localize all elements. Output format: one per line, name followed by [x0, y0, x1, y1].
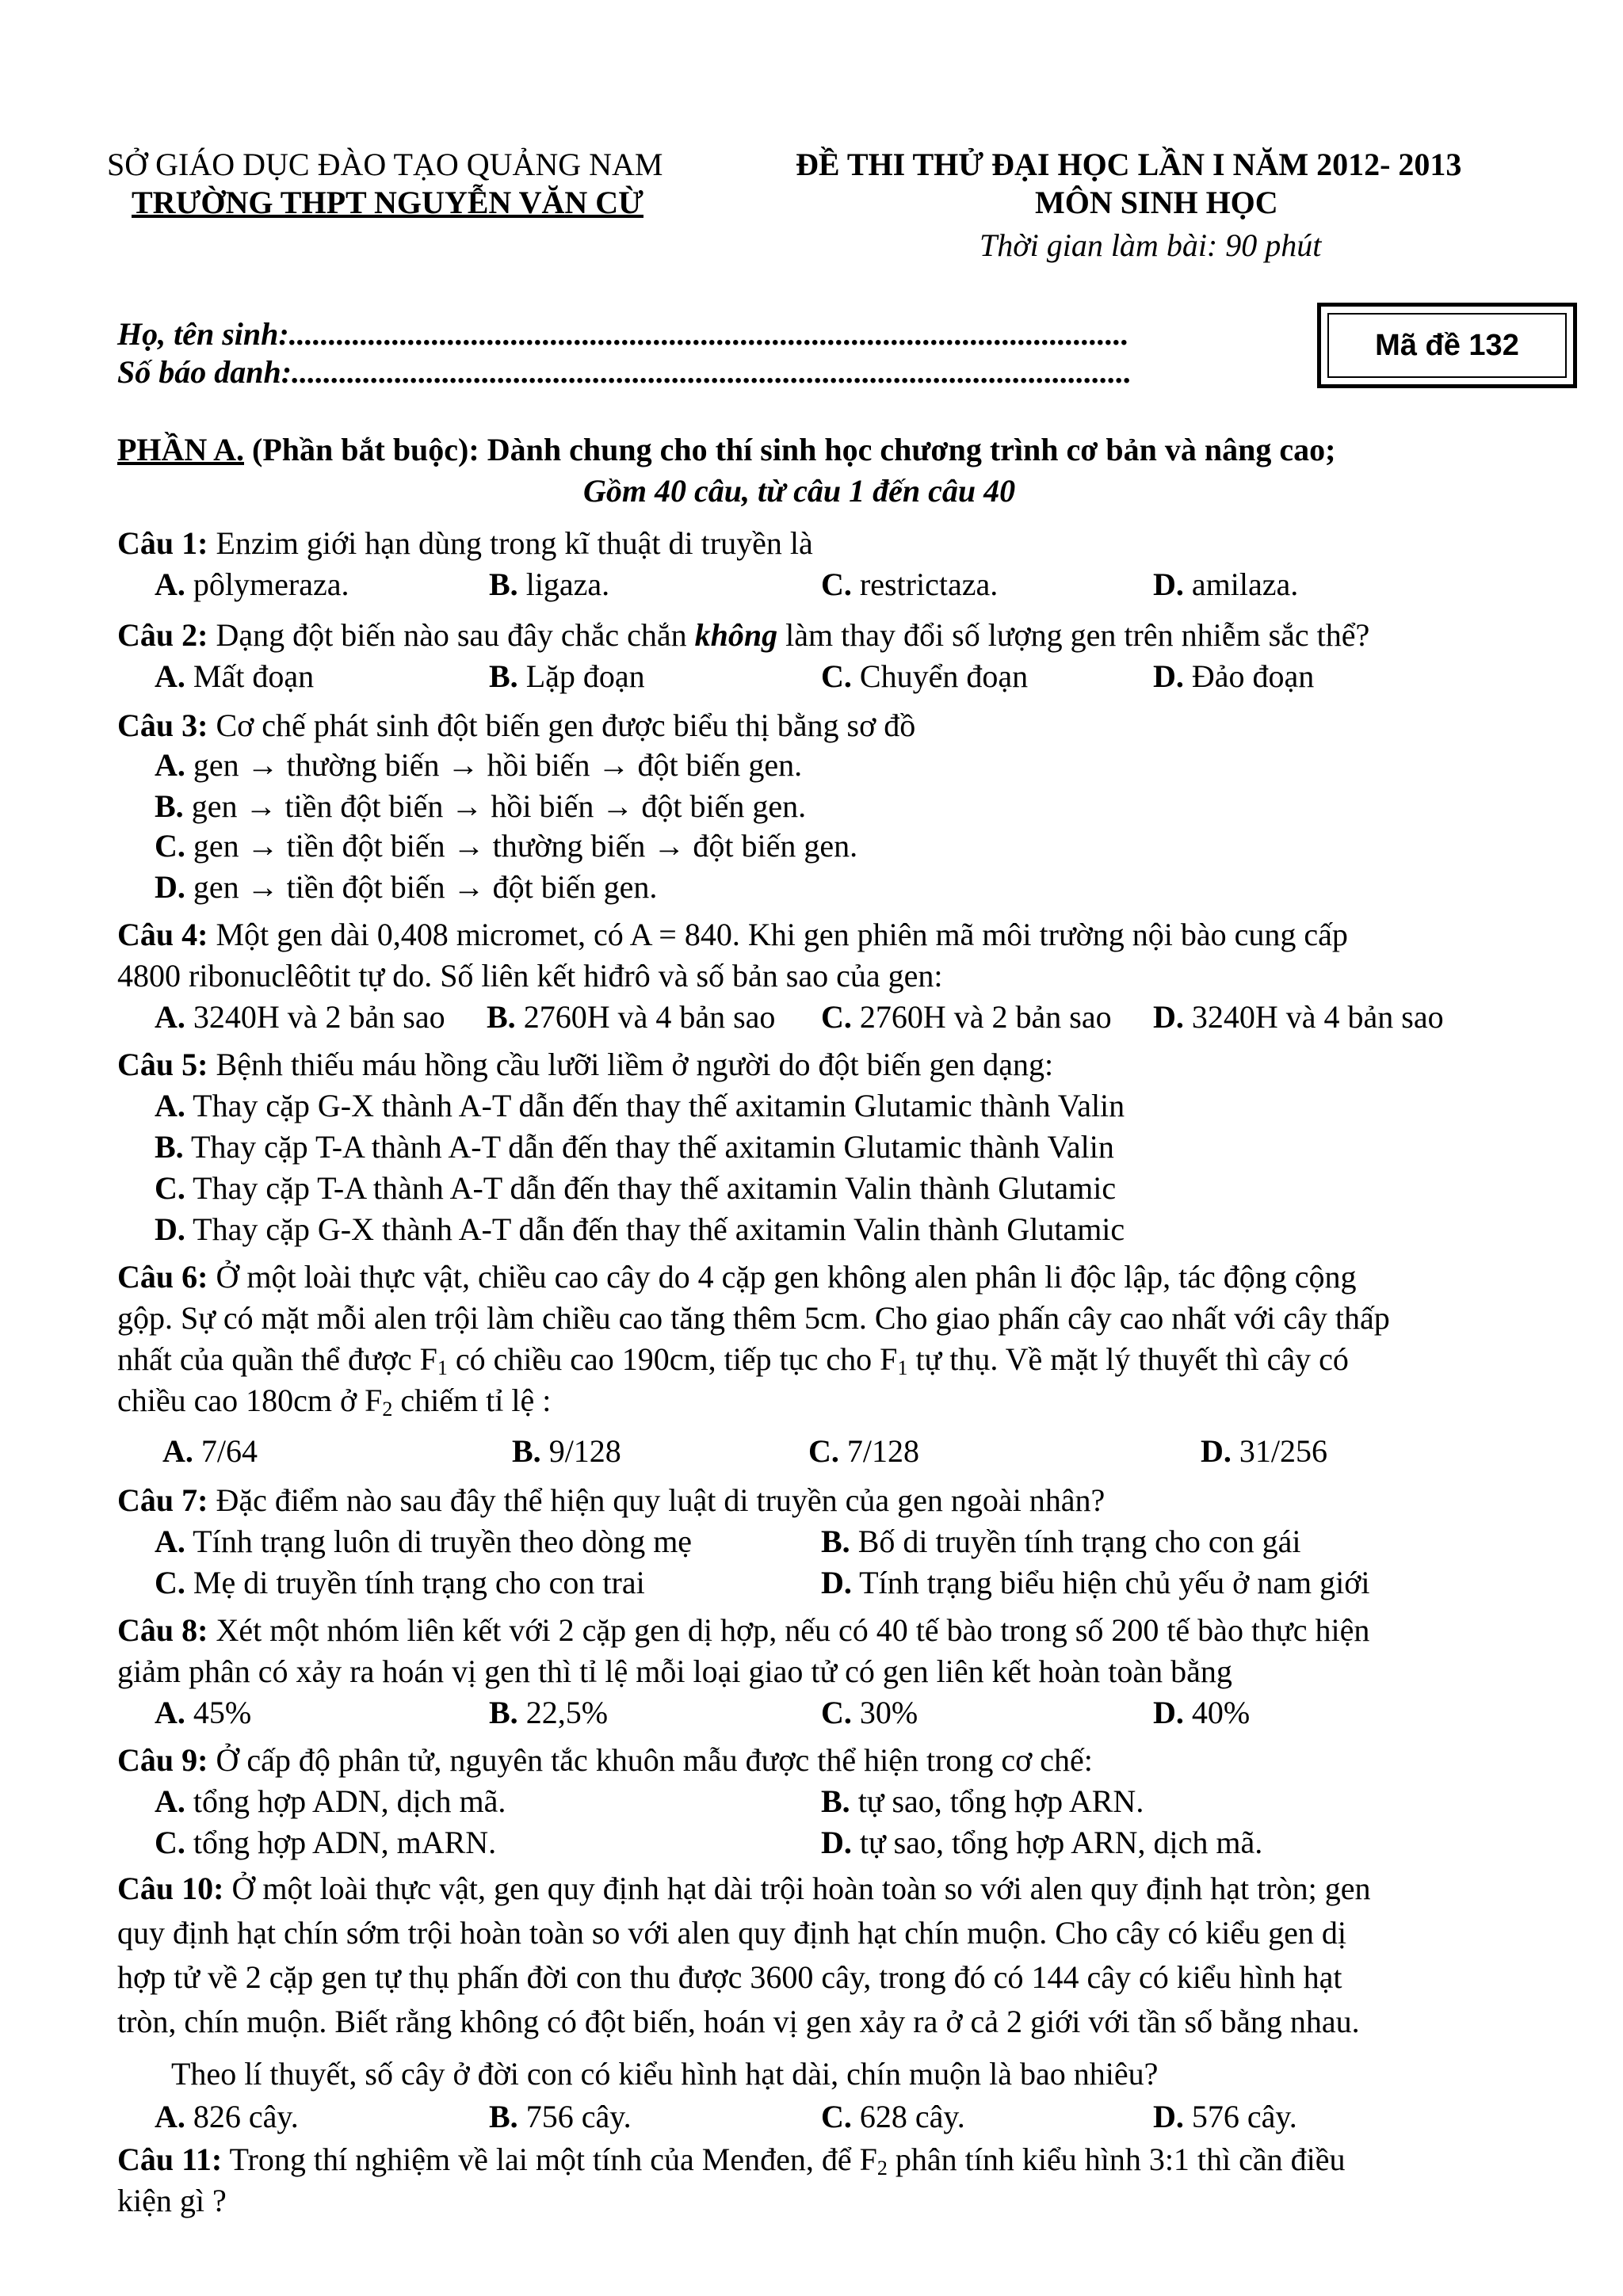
question-number: Câu 10: [117, 1871, 224, 1906]
question-number: Câu 1: [117, 525, 208, 561]
option-a[interactable]: A. 3240H và 2 bản sao [155, 999, 445, 1035]
student-name-label: Họ, tên sinh: [117, 316, 289, 352]
question-text: Enzim giới hạn dùng trong kĩ thuật di truyền là [208, 525, 813, 561]
question-6-cont: chiều cao 180cm ở $F_2$ chiếm tỉ lệ : [117, 1383, 552, 1421]
option-d[interactable]: D. tự sao, tổng hợp ARN, dịch mã. [821, 1825, 1263, 1860]
option-a[interactable]: A. Tính trạng luôn di truyền theo dòng mẹ [155, 1524, 693, 1559]
question-10-cont: quy định hạt chín sớm trội hoàn toàn so với alen quy định hạt chín muộn. Cho cây có kiểu gen dị [117, 1915, 1346, 1951]
school-name: TRƯỜNG THPT NGUYỄN VĂN CỪ [132, 185, 643, 220]
option-c[interactable]: C. restrictaza. [821, 566, 999, 602]
question-3: Câu 3: Cơ chế phát sinh đột biến gen được biểu thị bằng sơ đồ [117, 707, 916, 743]
option-c[interactable]: C. tổng hợp ADN, mARN. [155, 1825, 497, 1860]
option-a[interactable]: A. tổng hợp ADN, dịch mã. [155, 1783, 506, 1819]
option-d[interactable]: D. amilaza. [1153, 566, 1299, 602]
option-b[interactable]: B. gen → tiền đột biến → hồi biến → đột biến gen. [155, 788, 807, 824]
subject-title: MÔN SINH HỌC [1035, 185, 1278, 220]
option-b[interactable]: B. Bố di truyền tính trạng cho con gái [821, 1524, 1301, 1559]
exam-title: ĐỀ THI THỬ ĐẠI HỌC LẦN I NĂM 2012- 2013 [796, 147, 1462, 182]
section-title: (Phần bắt buộc): Dành chung cho thí sinh học chương trình cơ bản và nâng cao; [244, 432, 1336, 467]
question-6-cont: gộp. Sự có mặt mỗi alen trội làm chiều cao tăng thêm 5cm. Cho giao phấn cây cao nhất với cây thấp [117, 1300, 1390, 1336]
exam-code: Mã đề 132 [1327, 313, 1567, 378]
section-label: PHẦN A. [117, 432, 244, 467]
question-9: Câu 9: Ở cấp độ phân tử, nguyên tắc khuôn mẫu được thể hiện trong cơ chế: [117, 1742, 1093, 1778]
question-11-cont: kiện gì ? [117, 2183, 227, 2218]
option-c[interactable]: C. 2760H và 2 bản sao [821, 999, 1112, 1035]
option-a[interactable]: A. 7/64 [162, 1433, 258, 1469]
option-a[interactable]: A. Thay cặp G-X thành A-T dẫn đến thay thế axitamin Glutamic thành Valin [155, 1088, 1125, 1123]
option-c[interactable]: C. gen → tiền đột biến → thường biến → đột biến gen. [155, 828, 858, 864]
question-10-cont: tròn, chín muộn. Biết rằng không có đột biến, hoán vị gen xảy ra ở cả 2 giới với tần số bằng nhau. [117, 2004, 1360, 2039]
option-d[interactable]: D. gen → tiền đột biến → đột biến gen. [155, 869, 658, 905]
option-c[interactable]: C. Chuyển đoạn [821, 658, 1029, 694]
option-d[interactable]: D. Thay cặp G-X thành A-T dẫn đến thay thế axitamin Valin thành Glutamic [155, 1211, 1125, 1247]
department-name: SỞ GIÁO DỤC ĐÀO TẠO QUẢNG NAM [107, 147, 663, 182]
exam-duration: Thời gian làm bài: 90 phút [980, 227, 1322, 263]
question-number: Câu 5: [117, 1047, 208, 1082]
option-b[interactable]: B. 22,5% [489, 1695, 609, 1730]
question-11: Câu 11: Trong thí nghiệm về lai một tính của Menđen, để $F_2$ phân tính kiểu hình 3:1 thì cần điều [117, 2142, 1346, 2180]
question-number: Câu 11: [117, 2142, 223, 2177]
option-d[interactable]: D. Tính trạng biểu hiện chủ yếu ở nam giới [821, 1565, 1370, 1600]
option-a[interactable]: A. pôlymeraza. [155, 566, 349, 602]
question-2: Câu 2: Dạng đột biến nào sau đây chắc chắn không làm thay đổi số lượng gen trên nhiễm sắc thể? [117, 617, 1370, 653]
question-4: Câu 4: Một gen dài 0,408 micromet, có A = 840. Khi gen phiên mã môi trường nội bào cung cấp [117, 917, 1348, 952]
option-b[interactable]: B. ligaza. [489, 566, 610, 602]
section-subtitle: Gồm 40 câu, từ câu 1 đến câu 40 [583, 473, 1016, 509]
question-1 [117, 523, 813, 564]
option-d[interactable]: D. 3240H và 4 bản sao [1153, 999, 1444, 1035]
option-d[interactable]: D. 576 cây. [1153, 2099, 1297, 2134]
option-c[interactable]: C. 628 cây. [821, 2099, 965, 2134]
option-a[interactable]: A. 826 cây. [155, 2099, 299, 2134]
option-a[interactable]: A. Mất đoạn [155, 658, 315, 694]
option-c[interactable]: C. 30% [821, 1695, 918, 1730]
question-4-cont: 4800 ribonuclêôtit tự do. Số liên kết hiđrô và số bản sao của gen: [117, 958, 943, 994]
student-name-field[interactable]: .......................................................................................................... [288, 316, 1129, 352]
option-c[interactable]: C. Thay cặp T-A thành A-T dẫn đến thay thế axitamin Valin thành Glutamic [155, 1170, 1117, 1206]
question-number: Câu 6: [117, 1259, 208, 1295]
question-number: Câu 8: [117, 1612, 208, 1648]
question-8-cont: giảm phân có xảy ra hoán vị gen thì tỉ lệ mỗi loại giao tử có gen liên kết hoàn toàn bằng [117, 1653, 1232, 1689]
question-7: Câu 7: Đặc điểm nào sau đây thể hiện quy luật di truyền của gen ngoài nhân? [117, 1482, 1106, 1518]
option-b[interactable]: B. 756 cây. [489, 2099, 632, 2134]
emphasis-text: không [694, 617, 778, 653]
exam-code-box [1317, 303, 1577, 388]
option-a[interactable]: A. gen → thường biến → hồi biến → đột biến gen. [155, 747, 803, 783]
option-d[interactable]: D. Đảo đoạn [1153, 658, 1315, 694]
question-number: Câu 9: [117, 1742, 208, 1778]
question-10-cont: hợp tử về 2 cặp gen tự thụ phấn đời con thu được 3600 cây, trong đó có 144 cây có kiểu hình hạt [117, 1959, 1342, 1995]
question-number: Câu 7: [117, 1482, 208, 1518]
option-b[interactable]: B. Thay cặp T-A thành A-T dẫn đến thay thế axitamin Glutamic thành Valin [155, 1129, 1114, 1165]
section-heading [117, 431, 1335, 469]
option-c[interactable]: C. Mẹ di truyền tính trạng cho con trai [155, 1565, 645, 1600]
question-number: Câu 4: [117, 917, 208, 952]
option-b[interactable]: B. Lặp đoạn [489, 658, 645, 694]
student-id-row [117, 353, 1132, 391]
question-number: Câu 3: [117, 707, 208, 743]
option-b[interactable]: B. tự sao, tổng hợp ARN. [821, 1783, 1144, 1819]
option-a[interactable]: A. 45% [155, 1695, 252, 1730]
question-5: Câu 5: Bệnh thiếu máu hồng cầu lưỡi liềm ở người do đột biến gen dạng: [117, 1047, 1054, 1082]
option-c[interactable]: C. 7/128 [808, 1433, 920, 1469]
option-d[interactable]: D. 40% [1153, 1695, 1251, 1730]
question-8: Câu 8: Xét một nhóm liên kết với 2 cặp gen dị hợp, nếu có 40 tế bào trong số 200 tế bào thực hiện [117, 1612, 1370, 1648]
question-10: Câu 10: Ở một loài thực vật, gen quy định hạt dài trội hoàn toàn so với alen quy định hạt tròn; gen [117, 1871, 1371, 1906]
student-name-row [117, 315, 1129, 353]
student-id-label: Số báo danh: [117, 354, 292, 390]
question-10-prompt: Theo lí thuyết, số cây ở đời con có kiểu hình hạt dài, chín muộn là bao nhiêu? [171, 2056, 1159, 2092]
student-id-field[interactable]: .......................................................................................................... [292, 354, 1132, 390]
question-number: Câu 2: [117, 617, 208, 653]
option-b[interactable]: B. 2760H và 4 bản sao [487, 999, 776, 1035]
question-6-cont: nhất của quần thể được $F_1$ có chiều cao 190cm, tiếp tục cho $F_1$ tự thụ. Về mặt lý thuyết thì cây có [117, 1341, 1349, 1379]
question-6: Câu 6: Ở một loài thực vật, chiều cao cây do 4 cặp gen không alen phân li độc lập, tác động cộng [117, 1259, 1357, 1295]
option-d[interactable]: D. 31/256 [1201, 1433, 1328, 1469]
option-b[interactable]: B. 9/128 [512, 1433, 621, 1469]
